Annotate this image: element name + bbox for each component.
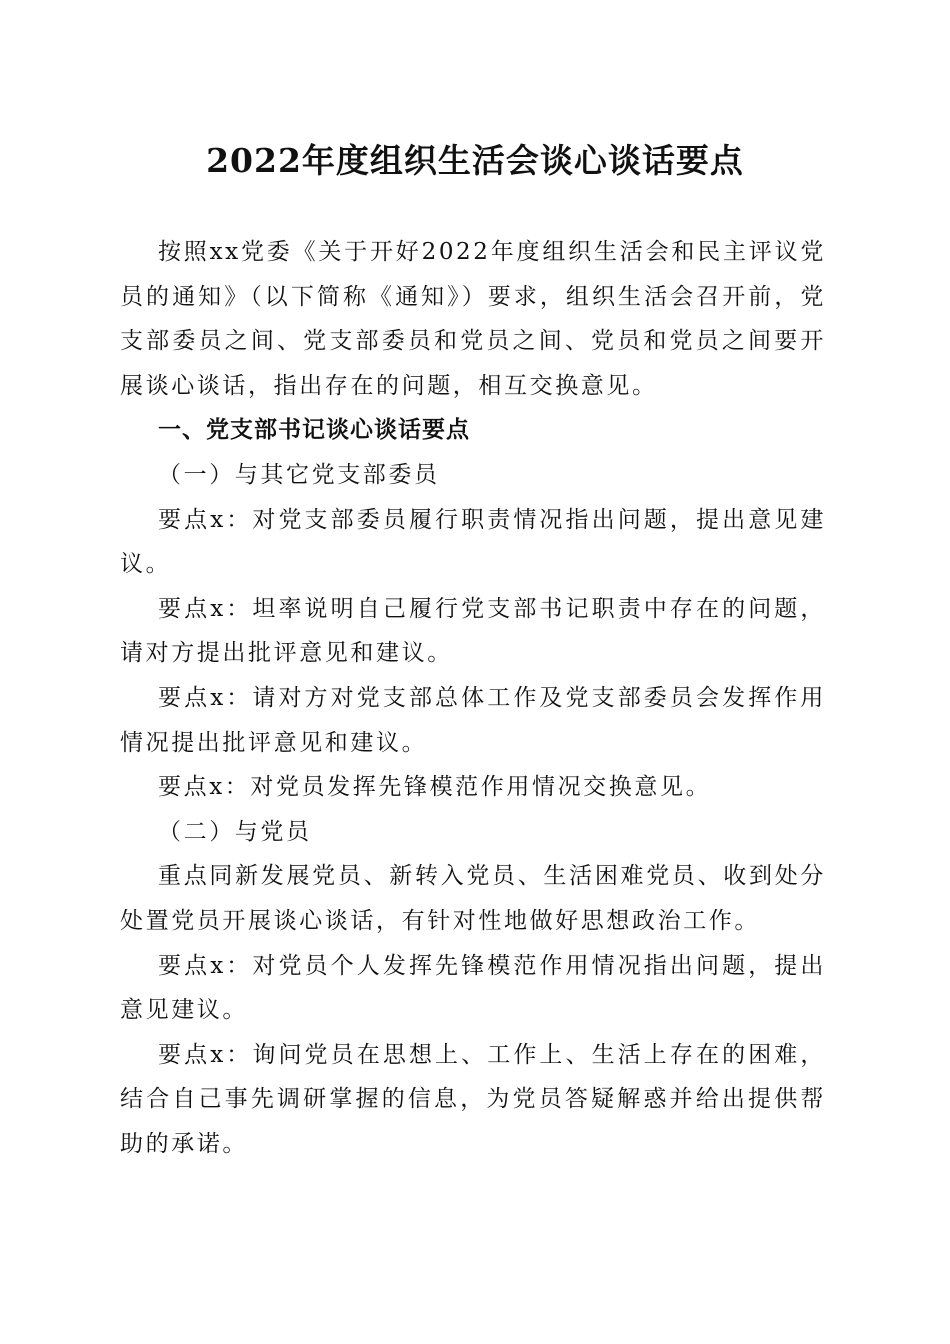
- point-paragraph: 要点x：坦率说明自己履行党支部书记职责中存在的问题，请对方提出批评意见和建议。: [120, 595, 826, 667]
- document-body: [120, 230, 826, 1166]
- point-paragraph: 要点x：询问党员在思想上、工作上、生活上存在的困难，结合自己事先调研掌握的信息，为党员答疑解惑并给出提供帮助的承诺。: [120, 1041, 826, 1157]
- section-heading-1: 一、党支部书记谈心谈话要点: [158, 417, 470, 444]
- subsection-heading-1: （一）与其它党支部委员: [158, 461, 440, 488]
- point-paragraph: 要点x：对党员个人发挥先锋模范作用情况指出问题，提出意见建议。: [120, 952, 826, 1024]
- document-title: 2022年度组织生活会谈心谈话要点: [206, 141, 744, 180]
- intro-paragraph: 按照xx党委《关于开好2022年度组织生活会和民主评议党员的通知》（以下简称《通知》）要求，组织生活会召开前，党支部委员之间、党支部委员和党员之间、党员和党员之间要开展谈心谈话，指出存在的问题，相互交换意见。: [120, 239, 826, 399]
- focus-paragraph: 重点同新发展党员、新转入党员、生活困难党员、收到处分处置党员开展谈心谈话，有针对性地做好思想政治工作。: [120, 863, 826, 934]
- point-paragraph: 要点x：请对方对党支部总体工作及党支部委员会发挥作用情况提出批评意见和建议。: [120, 684, 826, 756]
- point-paragraph: 要点x：对党员发挥先锋模范作用情况交换意见。: [158, 774, 712, 801]
- subsection-heading-2: （二）与党员: [158, 818, 312, 845]
- point-paragraph: 要点x：对党支部委员履行职责情况指出问题，提出意见建议。: [120, 506, 826, 578]
